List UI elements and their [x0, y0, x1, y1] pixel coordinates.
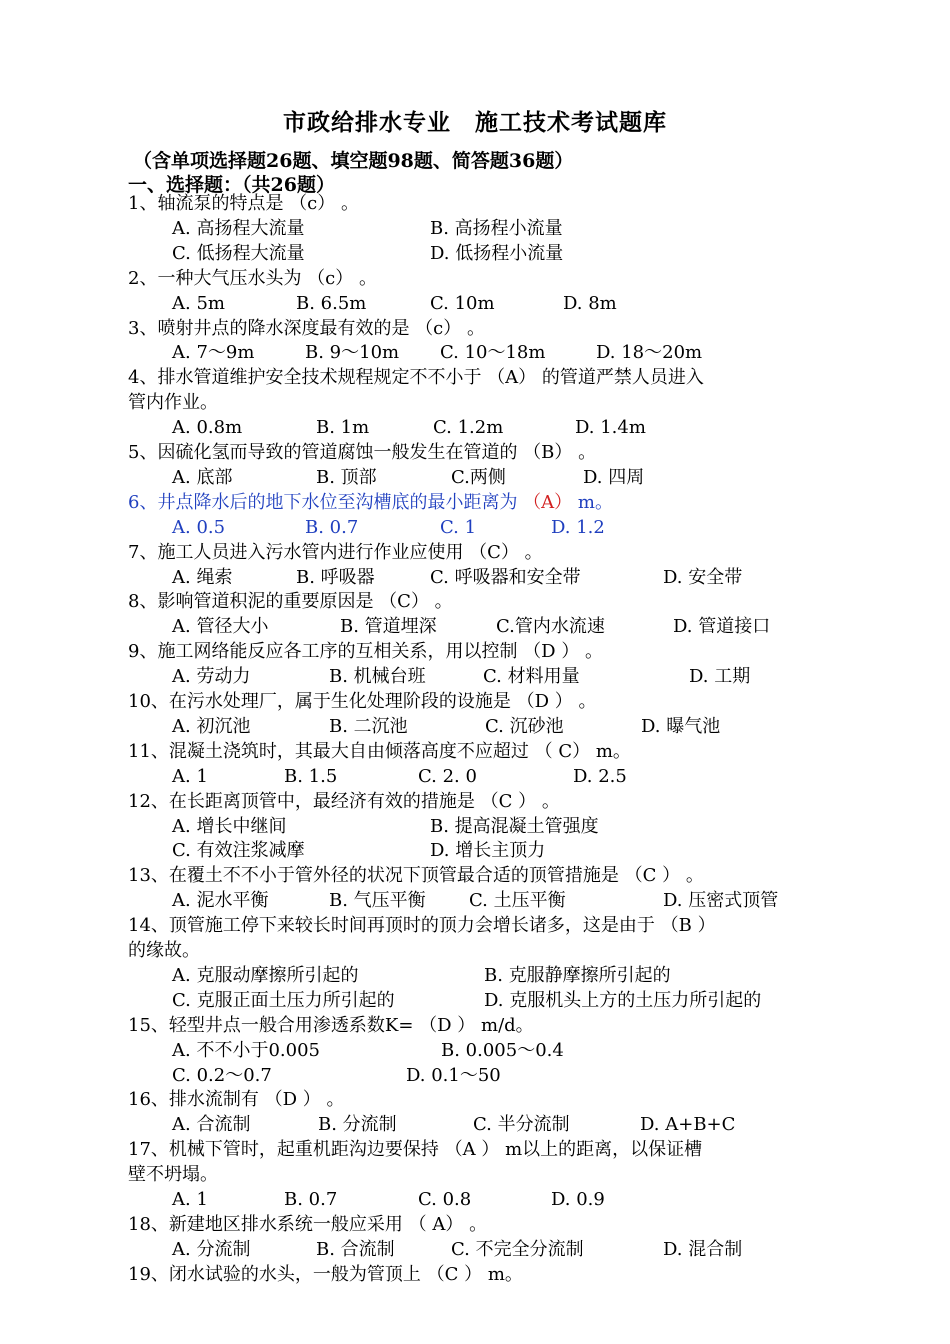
answer-option: A. 克服动摩擦所引起的 [172, 964, 359, 986]
answer-option: A. 底部 [172, 466, 233, 488]
answer-option: B. 高扬程小流量 [430, 217, 563, 239]
question-text: 5、因硫化氢而导致的管道腐蚀一般发生在管道的 （B） 。 [128, 442, 597, 463]
question-text [128, 491, 613, 515]
answer-option: A. 0.5 [172, 516, 226, 538]
page-title: 市政给排水专业 施工技术考试题库 [283, 109, 667, 136]
answer-option: C. 10～18m [440, 342, 546, 364]
answer-mark: （A） [523, 491, 573, 513]
answer-option: A. 管径大小 [172, 616, 269, 638]
answer-option: C.两侧 [451, 466, 506, 488]
answer-option: D. 0.1～50 [406, 1064, 501, 1086]
answer-option: D. 2.5 [573, 765, 627, 787]
answer-option: C. 1 [440, 516, 477, 538]
answer-option: B. 克服静摩擦所引起的 [484, 964, 671, 986]
answer-option: A. 泥水平衡 [172, 890, 269, 912]
answer-option: B. 提高混凝土管强度 [430, 815, 599, 837]
answer-option: B. 1.5 [284, 765, 338, 787]
answer-option: D. 18～20m [596, 342, 703, 364]
answer-option: D. 四周 [583, 466, 645, 488]
answer-option: A. 分流制 [172, 1238, 251, 1260]
answer-option: C. 0.8 [418, 1189, 472, 1210]
answer-option: C. 材料用量 [483, 666, 580, 688]
question-text-continued: 的缘故。 [128, 940, 200, 961]
answer-option: A. 0.8m [172, 417, 243, 439]
answer-option: C. 不完全分流制 [451, 1238, 584, 1260]
answer-option: B. 二沉池 [329, 715, 408, 737]
question-text: 15、轻型井点一般合用渗透系数K= （D ） m/d。 [128, 1014, 534, 1036]
answer-option: A. 5m [172, 292, 225, 314]
answer-option: B. 0.7 [284, 1189, 338, 1210]
answer-option: B. 管道埋深 [340, 616, 437, 638]
answer-option: C. 沉砂池 [485, 715, 564, 737]
answer-option: A. 1 [172, 765, 208, 787]
answer-option: B. 9～10m [305, 342, 400, 364]
answer-option: D. 克服机头上方的土压力所引起的 [484, 989, 762, 1011]
answer-option: B. 分流制 [318, 1114, 397, 1136]
answer-option: A. 1 [172, 1189, 208, 1210]
answer-option: B. 机械台班 [329, 666, 426, 688]
question-text: 4、排水管道维护安全技术规程规定不不小于 （A） 的管道严禁人员进入 [128, 367, 704, 389]
answer-option: B. 1m [316, 417, 370, 439]
question-text: 13、在覆土不不小于管外径的状况下顶管最合适的顶管措施是 （C ） 。 [128, 865, 704, 887]
answer-option: D. 增长主顶力 [430, 840, 546, 862]
answer-option: C. 2. 0 [418, 765, 477, 787]
answer-option: B. 气压平衡 [329, 890, 426, 912]
answer-option: D. 1.2 [551, 516, 605, 538]
answer-option: B. 合流制 [316, 1238, 395, 1260]
answer-option: D. 0.9 [551, 1189, 605, 1210]
question-text: 11、混凝土浇筑时，其最大自由倾落高度不应超过 （ C） m。 [128, 740, 631, 762]
answer-option: A. 合流制 [172, 1114, 251, 1136]
question-text: 3、喷射井点的降水深度最有效的是 （c） 。 [128, 317, 485, 339]
answer-option: A. 绳索 [172, 566, 233, 588]
question-text: 16、排水流制有 （D ） 。 [128, 1089, 345, 1111]
answer-option: B. 6.5m [296, 292, 367, 314]
question-text: 1、轴流泵的特点是 （c） 。 [128, 193, 359, 214]
answer-option: B. 顶部 [316, 466, 377, 488]
answer-option: C. 低扬程大流量 [172, 242, 305, 264]
question-text: 8、影响管道积泥的重要原因是 （C） 。 [128, 591, 453, 613]
answer-option: A. 高扬程大流量 [172, 217, 305, 239]
question-text-continued: 壁不坍塌。 [128, 1164, 218, 1186]
question-stem: 6、井点降水后的地下水位至沟槽底的最小距离为 [128, 491, 524, 513]
answer-option: C. 10m [430, 292, 495, 314]
answer-option: D. A+B+C [640, 1114, 736, 1136]
question-text: 18、新建地区排水系统一般应采用 （ A） 。 [128, 1213, 488, 1235]
answer-option: A. 初沉池 [172, 715, 251, 737]
answer-option: D. 曝气池 [641, 715, 721, 737]
answer-option: A. 7～9m [172, 342, 255, 364]
section-heading: 一、选择题：（共26题） [128, 174, 335, 196]
question-text: 12、在长距离顶管中，最经济有效的措施是 （C ） 。 [128, 790, 560, 812]
answer-option: B. 呼吸器 [296, 566, 375, 588]
answer-option: C. 1.2m [433, 417, 504, 439]
question-unit: m。 [572, 491, 613, 513]
answer-option: C.管内水流速 [496, 616, 605, 638]
question-text: 2、一种大气压水头为 （c） 。 [128, 267, 377, 289]
answer-option: C. 0.2～0.7 [172, 1064, 272, 1086]
answer-option: A. 不不小于0.005 [172, 1039, 320, 1061]
answer-option: A. 劳动力 [172, 666, 251, 688]
question-text: 17、机械下管时，起重机距沟边要保持 （A ） m以上的距离，以保证槽 [128, 1139, 703, 1161]
question-text: 19、闭水试验的水头，一般为管顶上 （C ） m。 [128, 1263, 523, 1285]
answer-option: C. 半分流制 [473, 1114, 570, 1136]
question-text: 10、在污水处理厂，属于生化处理阶段的设施是 （D ） 。 [128, 691, 597, 712]
answer-option: D. 8m [563, 292, 617, 314]
answer-option: D. 安全带 [663, 566, 743, 588]
question-text: 9、施工网络能反应各工序的互相关系，用以控制 （D ） 。 [128, 641, 604, 663]
answer-option: D. 1.4m [575, 417, 646, 439]
answer-option: D. 工期 [689, 666, 751, 688]
answer-option: C. 有效注浆减摩 [172, 840, 305, 862]
question-text: 14、顶管施工停下来较长时间再顶时的顶力会增长诸多，这是由于 （B ） [128, 915, 716, 937]
answer-option: C. 克服正面土压力所引起的 [172, 989, 395, 1011]
question-text-continued: 管内作业。 [128, 392, 218, 414]
answer-option: D. 低扬程小流量 [430, 242, 564, 264]
question-text: 7、施工人员进入污水管内进行作业应使用 （C） 。 [128, 541, 543, 563]
answer-option: B. 0.005～0.4 [441, 1039, 564, 1061]
answer-option: D. 混合制 [663, 1238, 743, 1260]
answer-option: A. 增长中继间 [172, 815, 287, 837]
answer-option: B. 0.7 [305, 516, 359, 538]
answer-option: D. 压密式顶管 [663, 890, 779, 912]
answer-option: C. 土压平衡 [469, 890, 566, 912]
answer-option: D. 管道接口 [673, 616, 771, 638]
document-subtitle: （含单项选择题26题、填空题98题、简答题36题） [133, 150, 574, 172]
answer-option: C. 呼吸器和安全带 [430, 566, 581, 588]
